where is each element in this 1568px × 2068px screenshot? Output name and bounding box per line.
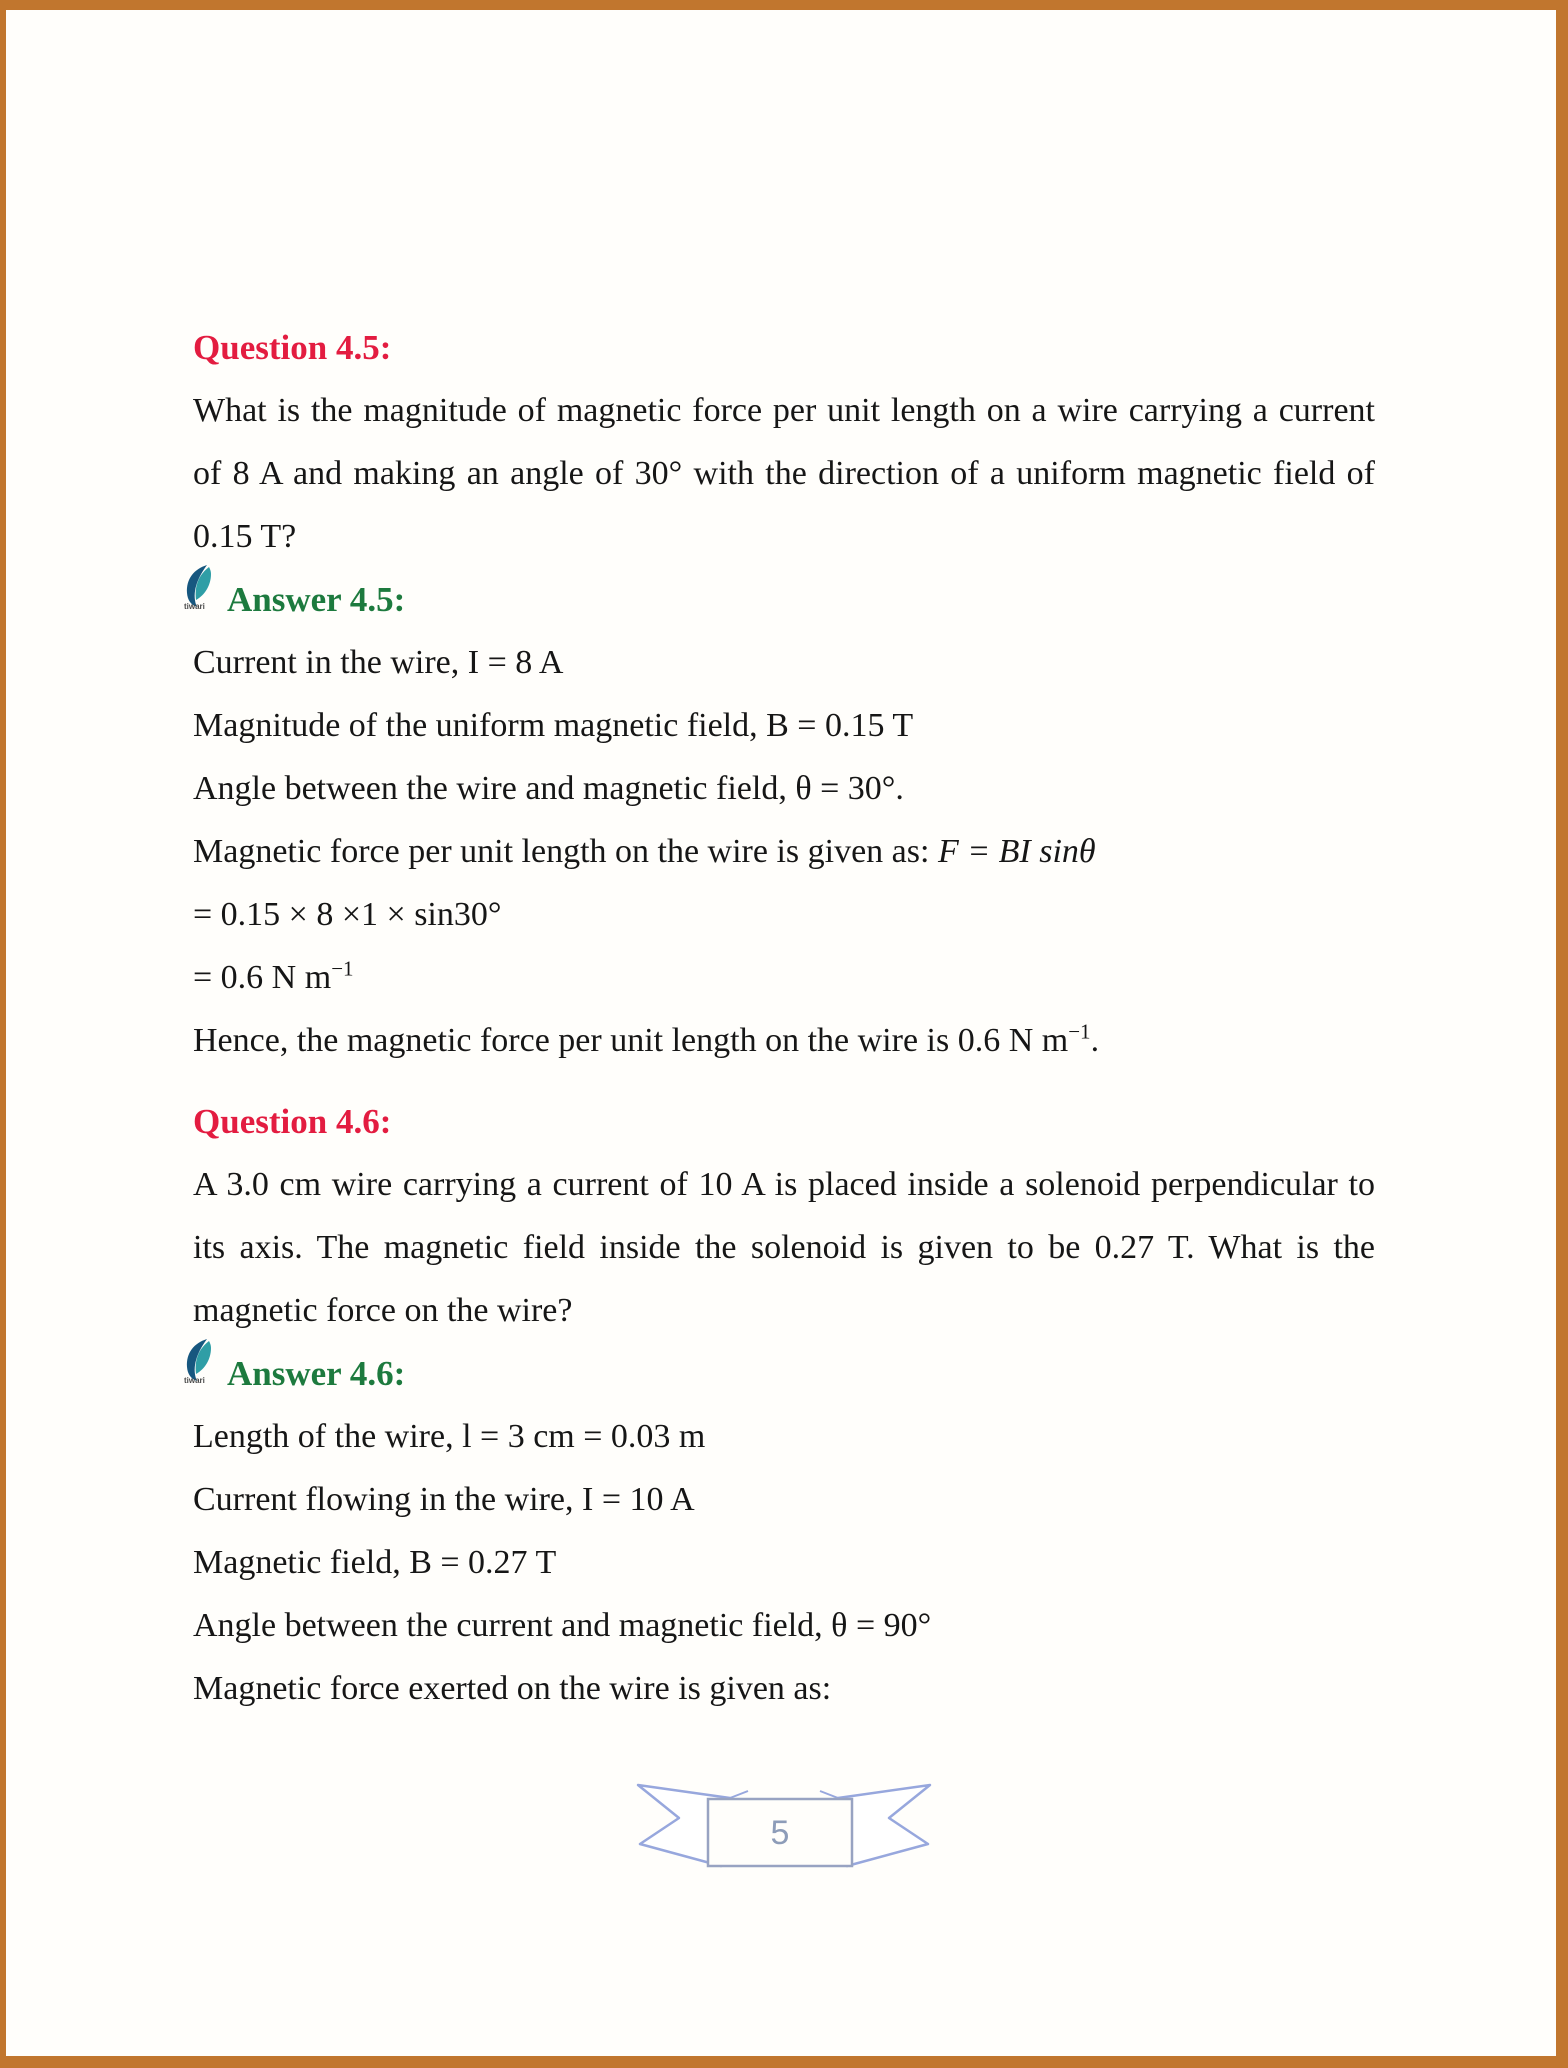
answer-4-6-heading-label: Answer 4.6: xyxy=(227,1354,406,1393)
answer-4-6-heading xyxy=(184,1342,1375,1405)
answer-line-current-flowing: Current flowing in the wire, I = 10 A xyxy=(193,1481,695,1518)
question-4-6-text: A 3.0 cm wire carrying a current of 10 A is placed inside a solenoid perpendicular to its axis. The magnetic field inside the solenoid is given to be 0.27 T. What is the magnetic force on the wire? xyxy=(193,1166,1375,1329)
answer-line-angle: Angle between the wire and magnetic field, θ = 30°. xyxy=(193,770,904,807)
result-value: = 0.6 N m xyxy=(193,959,332,996)
ribbon-icon xyxy=(634,1778,934,1870)
answer-line-substitution: = 0.15 × 8 ×1 × sin30° xyxy=(193,896,502,933)
question-4-5-text: What is the magnitude of magnetic force per unit length on a wire carrying a current of 8 A and making an angle of 30° with the direction of a uniform magnetic field of 0.15 T? xyxy=(193,392,1375,555)
answer-4-5-heading xyxy=(184,568,1375,631)
answer-4-5-heading-label: Answer 4.5: xyxy=(227,580,406,619)
answer-line-conclusion xyxy=(193,1009,1375,1072)
answer-line-result xyxy=(193,946,1375,1009)
conclusion-exponent: −1 xyxy=(1068,1019,1091,1044)
page-number: 5 xyxy=(770,1814,790,1852)
answer-line-magnetic-field: Magnetic field, B = 0.27 T xyxy=(193,1544,557,1581)
conclusion-text: Hence, the magnetic force per unit length on the wire is 0.6 N m xyxy=(193,1022,1069,1059)
answer-line-field-magnitude: Magnitude of the uniform magnetic field, B = 0.15 T xyxy=(193,707,914,744)
answer-line-angle-90: Angle between the current and magnetic field, θ = 90° xyxy=(193,1607,932,1644)
question-4-5-heading: Question 4.5: xyxy=(193,328,392,367)
answer-line-force-given-as: Magnetic force exerted on the wire is given as: xyxy=(193,1670,832,1707)
answer-line-length: Length of the wire, l = 3 cm = 0.03 m xyxy=(193,1418,706,1455)
svg-text:tiwari: tiwari xyxy=(184,1375,205,1385)
result-exponent: −1 xyxy=(331,956,354,981)
page-number-banner xyxy=(193,1778,1375,1870)
svg-text:tiwari: tiwari xyxy=(184,601,205,611)
tiwari-academy-logo-icon xyxy=(183,563,225,631)
formula-expression: F = BI sinθ xyxy=(937,833,1096,870)
question-4-6-heading: Question 4.6: xyxy=(193,1102,392,1141)
formula-intro: Magnetic force per unit length on the wire is given as: xyxy=(193,833,938,870)
conclusion-period: . xyxy=(1090,1022,1100,1059)
page-content xyxy=(6,10,1375,1870)
answer-line-formula xyxy=(193,820,1375,883)
answer-line-current: Current in the wire, I = 8 A xyxy=(193,644,564,681)
tiwari-academy-logo-icon xyxy=(183,1337,225,1405)
